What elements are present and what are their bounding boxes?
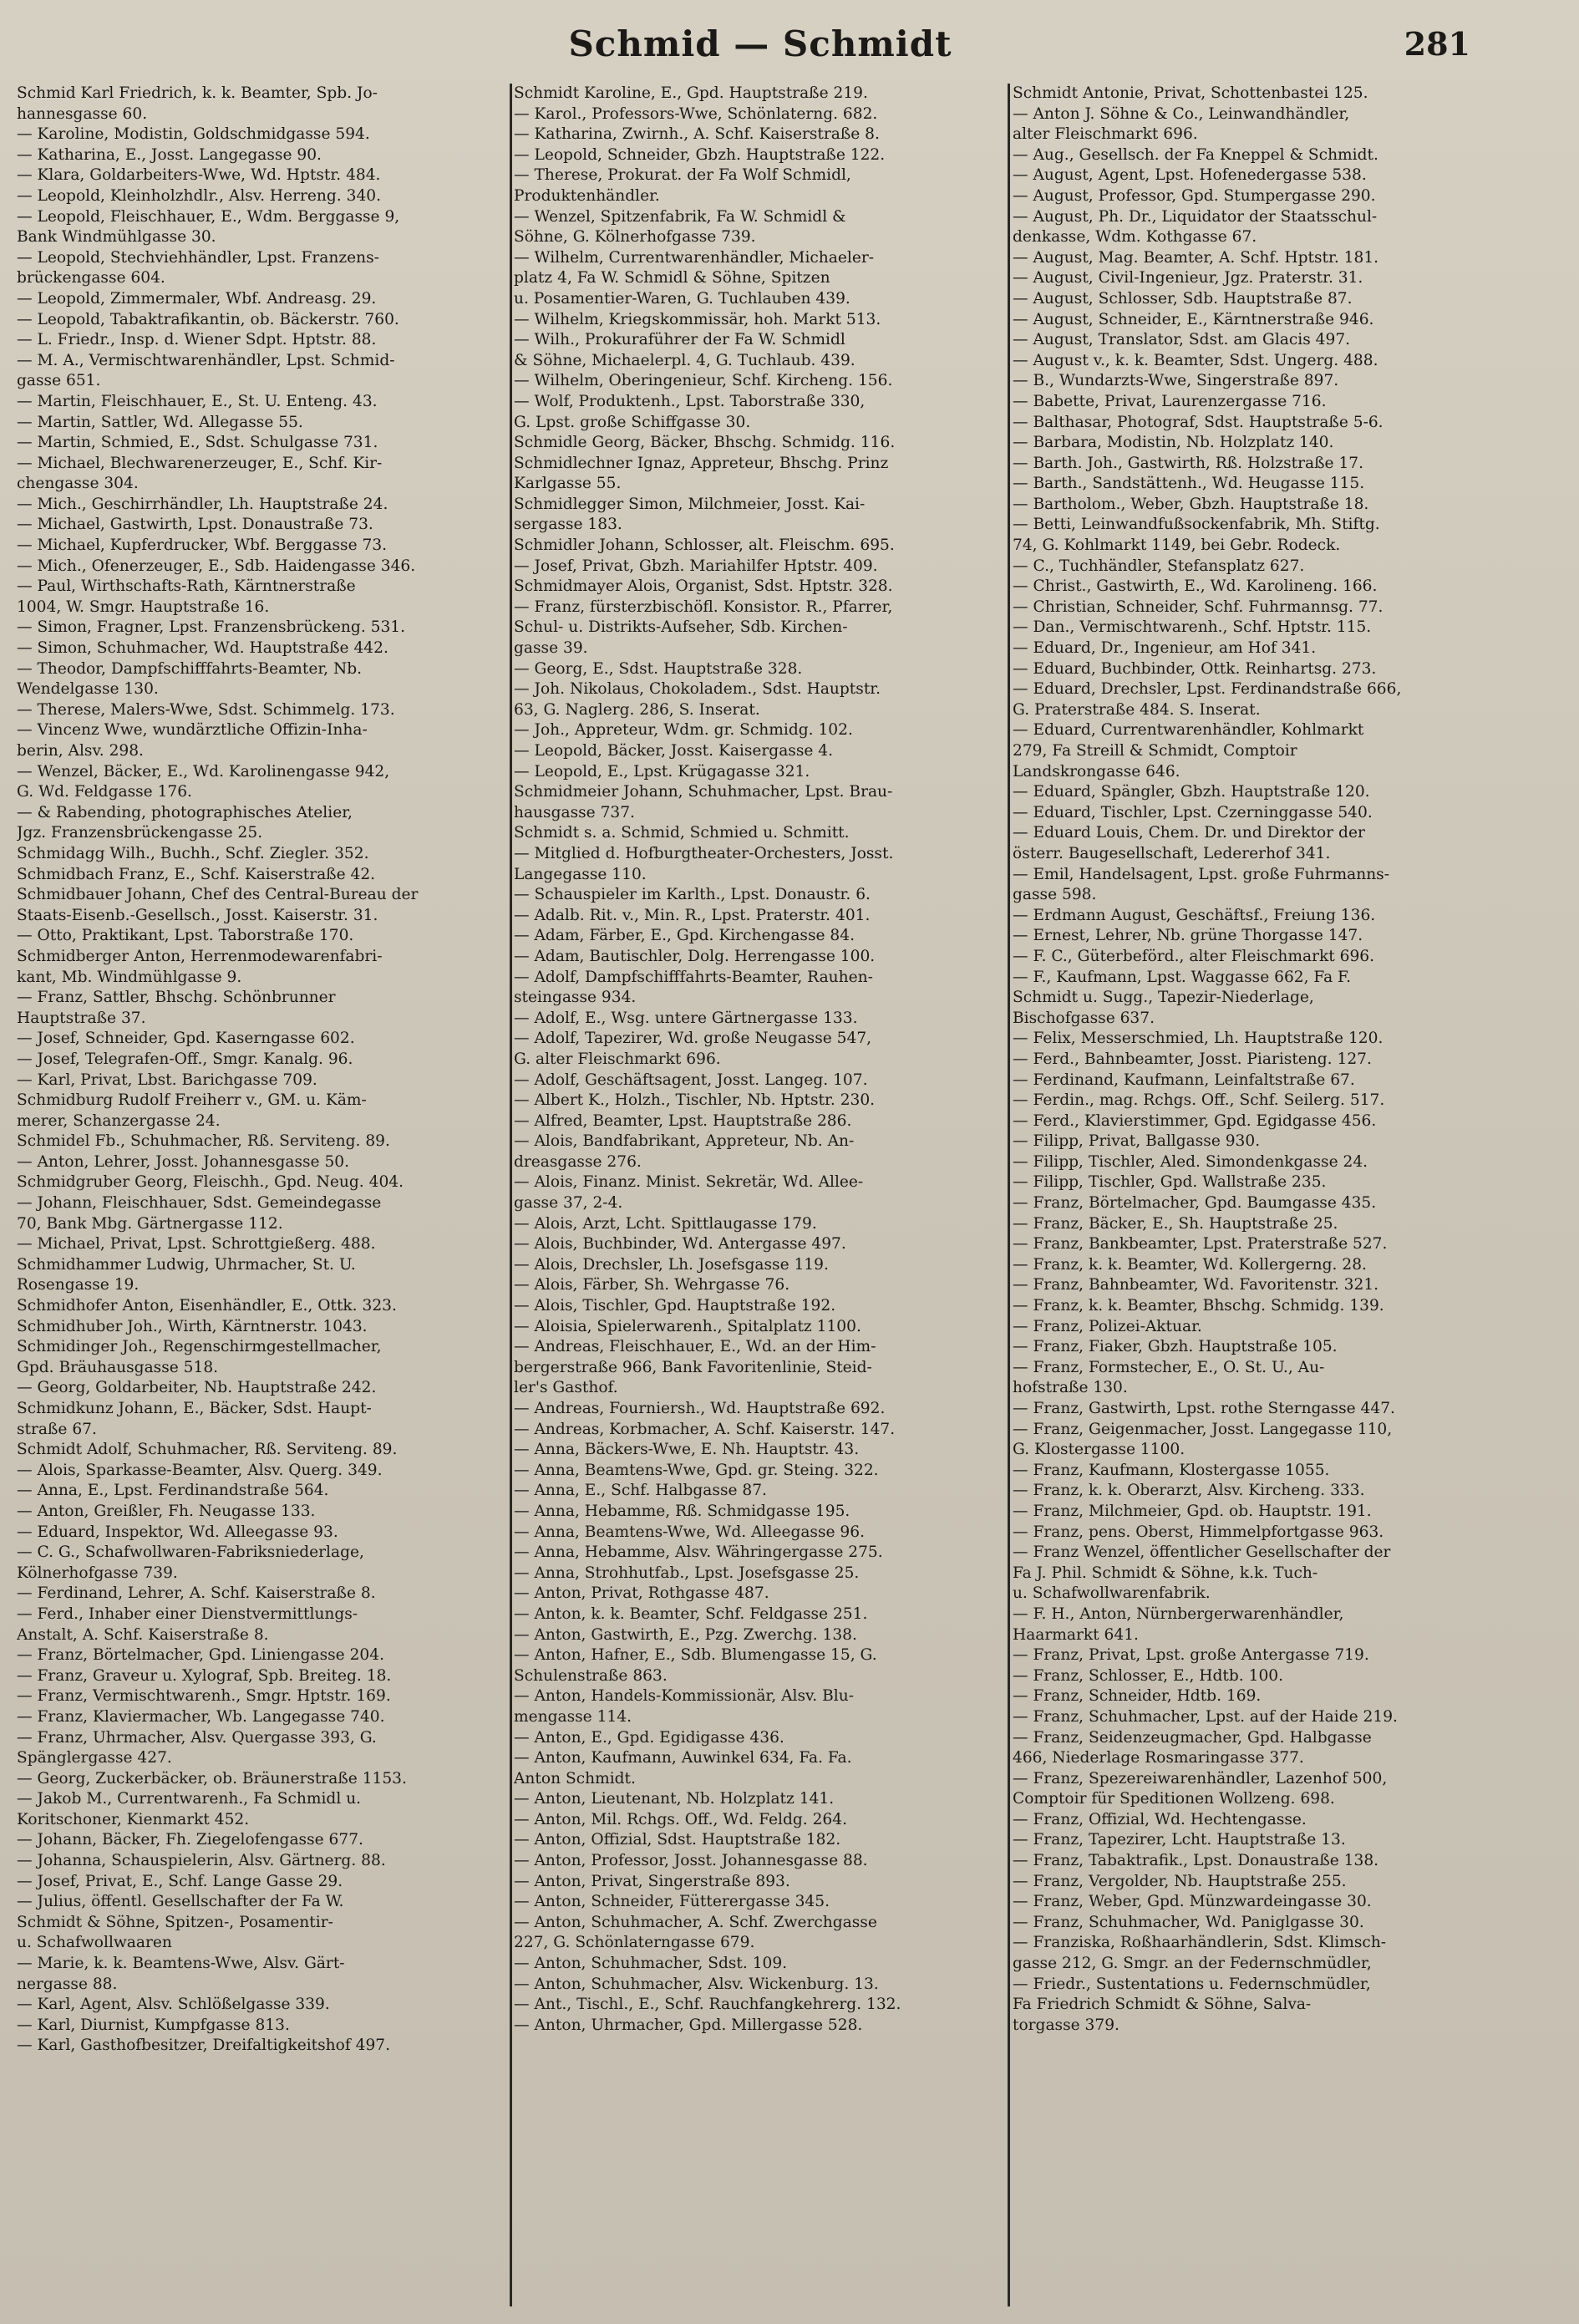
directory-entry-line: — Josef, Telegrafen-Off., Smgr. Kanalg. 96. <box>17 1050 353 1068</box>
directory-entry-line: Schmidler Johann, Schlosser, alt. Fleischm. 695. <box>514 537 895 555</box>
directory-entry-line: — Wilhelm, Currentwarenhändler, Michaeler- <box>514 248 874 267</box>
directory-entry-line: 466, Niederlage Rosmaringasse 377. <box>1013 1749 1304 1767</box>
directory-entry-line: — Franz, Kaufmann, Klostergasse 1055. <box>1013 1461 1330 1479</box>
directory-entry-line: — Marie, k. k. Beamtens-Wwe, Alsv. Gärt- <box>17 1955 345 1973</box>
directory-entry-line: — Ernest, Lehrer, Nb. grüne Thorgasse 147. <box>1013 927 1363 945</box>
directory-entry-line: & Söhne, Michaelerpl. 4, G. Tuchlaub. 439. <box>514 351 856 369</box>
directory-entry-line: u. Posamentier-Waren, G. Tuchlauben 439. <box>514 289 850 308</box>
directory-entry-line: Rosengasse 19. <box>17 1276 140 1294</box>
directory-entry-line: — Filipp, Privat, Ballgasse 930. <box>1013 1132 1261 1151</box>
directory-entry-line: — Leopold, Kleinholzhdlr., Alsv. Herreng. 340. <box>17 186 382 205</box>
directory-entry-line: alter Fleischmarkt 696. <box>1013 125 1198 144</box>
directory-entry-line: — Anton, Schuhmacher, Sdst. 109. <box>514 1955 788 1973</box>
page-number: 281 <box>1404 25 1470 63</box>
directory-entry-line: — Anton, Gastwirth, E., Pzg. Zwerchg. 138. <box>514 1625 857 1644</box>
directory-entry-line: — Anton, Schuhmacher, Alsv. Wickenburg. 13. <box>514 1975 879 1993</box>
directory-entry-line: — Anton, k. k. Beamter, Schf. Feldgasse 251. <box>514 1604 868 1623</box>
directory-entry-line: — C., Tuchhändler, Stefansplatz 627. <box>1013 557 1305 575</box>
directory-entry-line: chengasse 304. <box>17 475 139 493</box>
column-divider <box>1008 84 1010 2306</box>
directory-entry-line: — Barth. Joh., Gastwirth, Rß. Holzstraße 17. <box>1013 454 1364 472</box>
directory-entry-line: — Wenzel, Spitzenfabrik, Fa W. Schmidl & <box>514 207 846 226</box>
directory-entry-line: — Therese, Prokurat. der Fa Wolf Schmidl, <box>514 166 851 185</box>
directory-entry-line: — Wilh., Prokuraführer der Fa W. Schmidl <box>514 331 845 349</box>
directory-entry-line: Schmidhammer Ludwig, Uhrmacher, St. U. <box>17 1255 356 1274</box>
directory-entry-line: — Eduard, Tischler, Lpst. Czerninggasse 540. <box>1013 803 1373 821</box>
directory-entry-line: — Andreas, Fleischhauer, E., Wd. an der Him- <box>514 1338 876 1356</box>
directory-entry-line: Jgz. Franzensbrückengasse 25. <box>17 824 263 842</box>
directory-entry-line: — Therese, Malers-Wwe, Sdst. Schimmelg. 173. <box>17 700 395 719</box>
directory-entry-line: Schmidagg Wilh., Buchh., Schf. Ziegler. 352. <box>17 844 369 862</box>
directory-entry-line: — B., Wundarzts-Wwe, Singerstraße 897. <box>1013 372 1339 390</box>
directory-entry-line: — F., Kaufmann, Lpst. Waggasse 662, Fa F. <box>1013 968 1351 986</box>
directory-entry-line: — Adolf, Tapezirer, Wd. große Neugasse 547, <box>514 1030 872 1048</box>
directory-entry-line: — Alois, Tischler, Gpd. Hauptstraße 192. <box>514 1297 836 1315</box>
directory-entry-line: — Babette, Privat, Laurenzergasse 716. <box>1013 392 1327 410</box>
directory-entry-line: — L. Friedr., Insp. d. Wiener Sdpt. Hptstr. 88. <box>17 331 377 349</box>
directory-entry-line: — Anton, Schneider, Fütterergasse 345. <box>514 1893 830 1911</box>
directory-entry-line: — Franz, Polizei-Aktuar. <box>1013 1317 1202 1335</box>
directory-entry-line: — Felix, Messerschmied, Lh. Hauptstraße 120. <box>1013 1030 1384 1048</box>
directory-entry-line: — Anna, Hebamme, Rß. Schmidgasse 195. <box>514 1502 850 1520</box>
directory-entry-line: — Karl, Privat, Lbst. Barichgasse 709. <box>17 1070 317 1089</box>
directory-entry-line: — Betti, Leinwandfußsockenfabrik, Mh. Stiftg. <box>1013 516 1380 534</box>
directory-entry-line: Schmidt Adolf, Schuhmacher, Rß. Serviteng. 89. <box>17 1441 398 1459</box>
directory-entry-line: — Eduard, Currentwarenhändler, Kohlmarkt <box>1013 721 1364 740</box>
directory-entry-line: — C. G., Schafwollwaren-Fabriksniederlage, <box>17 1543 364 1562</box>
directory-entry-line: — Simon, Fragner, Lpst. Franzensbrückeng. 531. <box>17 618 406 637</box>
directory-entry-line: — Franziska, Roßhaarhändlerin, Sdst. Klimsch- <box>1013 1934 1387 1952</box>
directory-entry-line: — August, Professor, Gpd. Stumpergasse 290. <box>1013 186 1376 205</box>
directory-entry-line: — Karl, Agent, Alsv. Schlößelgasse 339. <box>17 1996 330 2014</box>
directory-entry-line: — Eduard, Spängler, Gbzh. Hauptstraße 120. <box>1013 783 1370 801</box>
directory-entry-line: — Michael, Privat, Lpst. Schrottgießerg. 488. <box>17 1235 376 1254</box>
directory-entry-line: Schmidlechner Ignaz, Appreteur, Bhschg. Prinz <box>514 454 889 472</box>
directory-entry-line: mengasse 114. <box>514 1707 632 1726</box>
directory-entry-line: — Alois, Bandfabrikant, Appreteur, Nb. An- <box>514 1132 855 1151</box>
directory-entry-line: — Alois, Sparkasse-Beamter, Alsv. Querg. 349. <box>17 1461 383 1479</box>
directory-entry-line: — Otto, Praktikant, Lpst. Taborstraße 170. <box>17 927 354 945</box>
directory-entry-line: — Adolf, E., Wsg. untere Gärtnergasse 133. <box>514 1009 858 1027</box>
directory-entry-line: — Adam, Bautischler, Dolg. Herrengasse 100. <box>514 947 876 965</box>
directory-entry-line: u. Schafwollwaaren <box>17 1934 172 1952</box>
directory-entry-line: — August v., k. k. Beamter, Sdst. Ungerg. 488. <box>1013 351 1378 369</box>
directory-entry-line: — Dan., Vermischtwarenh., Schf. Hptstr. 115. <box>1013 618 1372 637</box>
directory-entry-line: — Anton, Offizial, Sdst. Hauptstraße 182. <box>514 1831 841 1849</box>
directory-entry-line: gasse 37, 2-4. <box>514 1194 623 1213</box>
directory-column-1 <box>17 84 510 2306</box>
directory-entry-line: gasse 39. <box>514 639 588 658</box>
directory-entry-line: — Theodor, Dampfschifffahrts-Beamter, Nb. <box>17 659 363 678</box>
directory-entry-line: — Leopold, Schneider, Gbzh. Hauptstraße 122. <box>514 145 886 164</box>
directory-entry-line: Schmidt Karoline, E., Gpd. Hauptstraße 219. <box>514 84 868 102</box>
directory-entry-line: — Katharina, E., Josst. Langegasse 90. <box>17 145 322 164</box>
directory-entry-line: — August, Mag. Beamter, A. Schf. Hptstr. 181. <box>1013 248 1379 267</box>
directory-entry-line: Fa Friedrich Schmidt & Söhne, Salva- <box>1013 1996 1312 2014</box>
directory-entry-line: — Karl, Gasthofbesitzer, Dreifaltigkeitshof 497. <box>17 2037 391 2055</box>
directory-entry-line: — Martin, Fleischhauer, E., St. U. Enteng. 43. <box>17 392 378 410</box>
directory-entry-line: — Anton, Privat, Rothgasse 487. <box>514 1584 769 1603</box>
directory-entry-line: Anstalt, A. Schf. Kaiserstraße 8. <box>17 1625 269 1644</box>
directory-entry-line: — Albert K., Holzh., Tischler, Nb. Hptstr. 230. <box>514 1091 876 1110</box>
directory-entry-line: u. Schafwollwarenfabrik. <box>1013 1584 1211 1603</box>
directory-entry-line: torgasse 379. <box>1013 2016 1120 2034</box>
directory-entry-line: — Alois, Drechsler, Lh. Josefsgasse 119. <box>514 1255 829 1274</box>
page-header <box>0 23 1579 74</box>
directory-entry-line: — Julius, öffentl. Gesellschafter der Fa W. <box>17 1893 344 1911</box>
directory-entry-line: — Franz, Klaviermacher, Wb. Langegasse 740. <box>17 1707 385 1726</box>
directory-entry-line: Schmidhofer Anton, Eisenhändler, E., Ottk. 323. <box>17 1297 397 1315</box>
directory-entry-line: — Michael, Gastwirth, Lpst. Donaustraße 73. <box>17 516 373 534</box>
directory-entry-line: — Anton, Schuhmacher, A. Schf. Zwerchgasse <box>514 1913 877 1931</box>
directory-entry-line: — Franz, Vermischtwarenh., Smgr. Hptstr. 169. <box>17 1687 391 1706</box>
directory-entry-line: — Aug., Gesellsch. der Fa Kneppel & Schmidt. <box>1013 145 1378 164</box>
directory-entry-line: — Leopold, Tabaktrafikantin, ob. Bäckerstr. 760. <box>17 310 399 328</box>
directory-entry-line: — Georg, Zuckerbäcker, ob. Bräunerstraße 1153. <box>17 1769 407 1787</box>
directory-entry-line: — Anna, Beamtens-Wwe, Gpd. gr. Steing. 322. <box>514 1461 879 1479</box>
directory-entry-line: — Anna, E., Lpst. Ferdinandstraße 564. <box>17 1482 329 1500</box>
directory-entry-line: — Franz, Gastwirth, Lpst. rothe Sterngasse 447. <box>1013 1400 1395 1417</box>
directory-entry-line: — Adam, Färber, E., Gpd. Kirchengasse 84. <box>514 927 855 945</box>
directory-entry-line: — Anton, E., Gpd. Egidigasse 436. <box>514 1728 784 1747</box>
directory-entry-line: bergerstraße 966, Bank Favoritenlinie, Steid- <box>514 1358 872 1376</box>
directory-entry-line: Schulenstraße 863. <box>514 1666 668 1685</box>
column-divider <box>510 84 512 2306</box>
directory-entry-line: — Andreas, Korbmacher, A. Schf. Kaiserstr. 147. <box>514 1420 896 1438</box>
directory-entry-line: — Mich., Geschirrhändler, Lh. Hauptstraße 24. <box>17 495 388 513</box>
directory-entry-line: — Eduard, Inspektor, Wd. Alleegasse 93. <box>17 1523 338 1541</box>
directory-entry-line: Schmidhuber Joh., Wirth, Kärntnerstr. 1043. <box>17 1317 368 1335</box>
directory-entry-line: Fa J. Phil. Schmidt & Söhne, k.k. Tuch- <box>1013 1564 1318 1582</box>
directory-entry-line: — Wilhelm, Oberingenieur, Schf. Kircheng. 156. <box>514 372 893 390</box>
directory-entry-line: — Schauspieler im Karlth., Lpst. Donaustr. 6. <box>514 886 871 904</box>
directory-entry-line: — Franz, Börtelmacher, Gpd. Baumgasse 435. <box>1013 1194 1377 1213</box>
directory-entry-line: — Adolf, Dampfschifffahrts-Beamter, Rauhen- <box>514 968 873 986</box>
directory-entry-line: — Bartholom., Weber, Gbzh. Hauptstraße 18. <box>1013 495 1369 513</box>
directory-entry-line: brückengasse 604. <box>17 269 165 287</box>
directory-entry-line: — Franz, Vergolder, Nb. Hauptstraße 255. <box>1013 1872 1347 1890</box>
directory-entry-line: — Anton, Hafner, E., Sdb. Blumengasse 15, G. <box>514 1646 877 1665</box>
directory-entry-line: — Filipp, Tischler, Gpd. Wallstraße 235. <box>1013 1173 1327 1192</box>
directory-entry-line: — Karol., Professors-Wwe, Schönlaterng. 682. <box>514 104 878 123</box>
directory-entry-line: 1004, W. Smgr. Hauptstraße 16. <box>17 598 270 616</box>
directory-entry-line: Bischofgasse 637. <box>1013 1009 1155 1027</box>
directory-entry-line: — Christian, Schneider, Schf. Fuhrmannsg. 77. <box>1013 598 1384 616</box>
directory-entry-line: Schmidlegger Simon, Milchmeier, Josst. Kai- <box>514 495 866 513</box>
directory-entry-line: — Anna, Hebamme, Alsv. Währingergasse 275. <box>514 1543 883 1562</box>
directory-entry-line: Karlgasse 55. <box>514 475 622 493</box>
directory-entry-line: Anton Schmidt. <box>514 1769 636 1787</box>
directory-entry-line: — August, Translator, Sdst. am Glacis 497. <box>1013 331 1351 349</box>
directory-entry-line: — Anna, E., Schf. Halbgasse 87. <box>514 1482 767 1500</box>
running-title: Schmid — Schmidt <box>568 23 952 64</box>
directory-entry-line: — Erdmann August, Geschäftsf., Freiung 136. <box>1013 906 1376 924</box>
directory-entry-line: — Karoline, Modistin, Goldschmidgasse 594. <box>17 125 370 144</box>
directory-entry-line: — Karl, Diurnist, Kumpfgasse 813. <box>17 2016 290 2034</box>
directory-entry-line: — Franz, Bahnbeamter, Wd. Favoritenstr. 321. <box>1013 1276 1379 1294</box>
directory-entry-line: — August, Schneider, E., Kärntnerstraße 946. <box>1013 310 1374 328</box>
directory-entry-line: — Franz, Schneider, Hdtb. 169. <box>1013 1687 1262 1706</box>
directory-entry-line: hausgasse 737. <box>514 803 635 821</box>
directory-entry-line: Kölnerhofgasse 739. <box>17 1564 178 1582</box>
directory-entry-line: merer, Schanzergasse 24. <box>17 1111 221 1130</box>
directory-entry-line: — Joh., Appreteur, Wdm. gr. Schmidg. 102. <box>514 721 853 740</box>
directory-entry-line: Schmidt u. Sugg., Tapezir-Niederlage, <box>1013 989 1314 1007</box>
directory-entry-line: — Franz, Offizial, Wd. Hechtengasse. <box>1013 1810 1307 1828</box>
directory-entry-line: — Anton, Lehrer, Josst. Johannesgasse 50. <box>17 1152 350 1171</box>
directory-entry-line: Schmidel Fb., Schuhmacher, Rß. Serviteng. 89. <box>17 1132 390 1151</box>
directory-entry-line: — Johann, Fleischhauer, Sdst. Gemeindegasse <box>17 1194 382 1213</box>
directory-entry-line: — August, Schlosser, Sdb. Hauptstraße 87. <box>1013 289 1353 308</box>
directory-entry-line: — Franz, k. k. Beamter, Bhschg. Schmidg. 139. <box>1013 1297 1384 1315</box>
directory-entry-line: Schmidmeier Johann, Schuhmacher, Lpst. Brau- <box>514 783 893 801</box>
directory-entry-line: gasse 212, G. Smgr. an der Federnschmüdler, <box>1013 1955 1372 1973</box>
directory-entry-line: hannesgasse 60. <box>17 104 148 123</box>
directory-entry-line: — Barth., Sandstättenh., Wd. Heugasse 115. <box>1013 475 1365 493</box>
directory-entry-line: — Eduard, Drechsler, Lpst. Ferdinandstraße 666, <box>1013 680 1402 699</box>
directory-entry-line: — Ferd., Klavierstimmer, Gpd. Egidgasse 456. <box>1013 1111 1377 1130</box>
directory-entry-line: Schmidgruber Georg, Fleischh., Gpd. Neug. 404. <box>17 1173 404 1192</box>
directory-entry-line: Schmidkunz Johann, E., Bäcker, Sdst. Haupt- <box>17 1400 372 1417</box>
directory-entry-line: G. Lpst. große Schiffgasse 30. <box>514 413 751 431</box>
directory-entry-line: Spänglergasse 427. <box>17 1749 172 1767</box>
directory-entry-line: kant, Mb. Windmühlgasse 9. <box>17 968 242 986</box>
directory-entry-line: Comptoir für Speditionen Wollzeng. 698. <box>1013 1790 1335 1808</box>
directory-entry-line: platz 4, Fa W. Schmidl & Söhne, Spitzen <box>514 269 830 287</box>
directory-entry-line: — Anna, Strohhutfab., Lpst. Josefsgasse 25. <box>514 1564 860 1582</box>
directory-entry-line: — Christ., Gastwirth, E., Wd. Karolineng. 166. <box>1013 577 1378 596</box>
directory-entry-line: — Franz, k. k. Beamter, Wd. Kollergerng. 28. <box>1013 1255 1367 1274</box>
directory-entry-line: 63, G. Naglerg. 286, S. Inserat. <box>514 700 760 719</box>
directory-entry-line: dreasgasse 276. <box>514 1152 642 1171</box>
directory-entry-line: — F. C., Güterbeförd., alter Fleischmarkt 696. <box>1013 947 1375 965</box>
directory-entry-line: — F. H., Anton, Nürnbergerwarenhändler, <box>1013 1604 1344 1623</box>
directory-entry-line: — Georg, E., Sdst. Hauptstraße 328. <box>514 659 803 678</box>
directory-entry-line: — Anton, Professor, Josst. Johannesgasse 88. <box>514 1852 868 1870</box>
directory-entry-line: 70, Bank Mbg. Gärtnergasse 112. <box>17 1214 283 1233</box>
directory-entry-line: — Wilhelm, Kriegskommissär, hoh. Markt 513. <box>514 310 881 328</box>
directory-entry-line: — Ferd., Inhaber einer Dienstvermittlungs- <box>17 1604 358 1623</box>
directory-entry-line: G. Praterstraße 484. S. Inserat. <box>1013 700 1261 719</box>
directory-entry-line: Schmidinger Joh., Regenschirmgestellmacher, <box>17 1338 382 1356</box>
directory-entry-line: — Jakob M., Currentwarenh., Fa Schmidl u. <box>17 1790 362 1808</box>
directory-entry-line: — Anton, Handels-Kommissionär, Alsv. Blu- <box>514 1687 854 1706</box>
directory-entry-line: — Barbara, Modistin, Nb. Holzplatz 140. <box>1013 434 1334 452</box>
directory-entry-line: österr. Baugesellschaft, Ledererhof 341. <box>1013 844 1331 862</box>
directory-entry-line: — Franz, Privat, Lpst. große Antergasse 719. <box>1013 1646 1369 1665</box>
directory-entry-line: — Adolf, Geschäftsagent, Josst. Langeg. 107. <box>514 1070 868 1089</box>
directory-entry-line: Landskrongasse 646. <box>1013 762 1180 781</box>
directory-entry-line: 74, G. Kohlmarkt 1149, bei Gebr. Rodeck. <box>1013 537 1341 555</box>
directory-entry-line: — Anna, Beamtens-Wwe, Wd. Alleegasse 96. <box>514 1523 866 1541</box>
directory-entry-line: Schmidberger Anton, Herrenmodewarenfabri- <box>17 947 383 965</box>
directory-entry-line: — Ferdin., mag. Rchgs. Off., Schf. Seilerg. 517. <box>1013 1091 1385 1110</box>
directory-entry-line: — August, Ph. Dr., Liquidator der Staatsschul- <box>1013 207 1378 226</box>
directory-entry-line: straße 67. <box>17 1420 97 1438</box>
directory-entry-line: — Anton J. Söhne & Co., Leinwandhändler, <box>1013 104 1350 123</box>
directory-entry-line: — Franz, fürsterzbischöfl. Konsistor. R., Pfarrer, <box>514 598 893 616</box>
directory-entry-line: — Martin, Sattler, Wd. Allegasse 55. <box>17 413 303 431</box>
directory-entry-line: — Franz, Börtelmacher, Gpd. Liniengasse 204. <box>17 1646 384 1665</box>
directory-entry-line: Schmidbauer Johann, Chef des Central-Bureau der <box>17 886 419 904</box>
directory-entry-line: Koritschoner, Kienmarkt 452. <box>17 1810 250 1828</box>
directory-entry-line: Haarmarkt 641. <box>1013 1625 1139 1644</box>
directory-entry-line: — Joh. Nikolaus, Chokoladem., Sdst. Hauptstr. <box>514 680 881 699</box>
directory-entry-line: hofstraße 130. <box>1013 1379 1128 1397</box>
directory-entry-line: sergasse 183. <box>514 516 622 534</box>
directory-entry-line: — Anton, Mil. Rchgs. Off., Wd. Feldg. 264. <box>514 1810 847 1828</box>
directory-entry-line: — Franz, Graveur u. Xylograf, Spb. Breiteg. 18. <box>17 1666 392 1685</box>
directory-entry-line: — Alois, Buchbinder, Wd. Antergasse 497. <box>514 1235 846 1254</box>
directory-entry-line: — Ant., Tischl., E., Schf. Rauchfangkehrerg. 132. <box>514 1996 901 2014</box>
directory-entry-line: G. Klostergasse 1100. <box>1013 1441 1186 1459</box>
directory-entry-line: — Anton, Privat, Singerstraße 893. <box>514 1872 790 1890</box>
directory-entry-line: — Ferd., Bahnbeamter, Josst. Piaristeng. 127. <box>1013 1050 1372 1068</box>
directory-entry-line: — Franz Wenzel, öffentlicher Gesellschafter der <box>1013 1543 1391 1562</box>
directory-entry-line: ler's Gasthof. <box>514 1379 618 1397</box>
directory-entry-line: — Josef, Privat, E., Schf. Lange Gasse 29. <box>17 1872 343 1890</box>
directory-entry-line: — Franz, Tapezirer, Lcht. Hauptstraße 13. <box>1013 1831 1346 1849</box>
directory-entry-line: gasse 651. <box>17 372 101 390</box>
directory-entry-line: — Josef, Schneider, Gpd. Kaserngasse 602. <box>17 1030 355 1048</box>
directory-entry-line: — Franz, Weber, Gpd. Münzwardeingasse 30. <box>1013 1893 1372 1911</box>
directory-entry-line: — Vincenz Wwe, wundärztliche Offizin-Inha- <box>17 721 368 740</box>
directory-entry-line: — Leopold, E., Lpst. Krügagasse 321. <box>514 762 810 781</box>
directory-entry-line: berin, Alsv. 298. <box>17 742 144 760</box>
directory-entry-line: — Ferdinand, Lehrer, A. Schf. Kaiserstraße 8. <box>17 1584 376 1603</box>
directory-entry-line: — Franz, Tabaktrafik., Lpst. Donaustraße 138. <box>1013 1852 1379 1870</box>
directory-entry-line: — Paul, Wirthschafts-Rath, Kärntnerstraße <box>17 577 356 596</box>
directory-entry-line: — Georg, Goldarbeiter, Nb. Hauptstraße 242. <box>17 1379 377 1397</box>
directory-entry-line: — Wolf, Produktenh., Lpst. Taborstraße 330, <box>514 392 866 410</box>
directory-entry-line: — Franz, Spezereiwarenhändler, Lazenhof 500, <box>1013 1769 1388 1787</box>
directory-entry-line: — Franz, pens. Oberst, Himmelpfortgasse 963. <box>1013 1523 1384 1541</box>
directory-entry-line: denkasse, Wdm. Kothgasse 67. <box>1013 228 1257 247</box>
directory-entry-line: — Andreas, Fourniersh., Wd. Hauptstraße 692. <box>514 1400 886 1417</box>
directory-entry-line: — Mich., Ofenerzeuger, E., Sdb. Haidengasse 346. <box>17 557 416 575</box>
directory-entry-line: Schul- u. Distrikts-Aufseher, Sdb. Kirchen- <box>514 618 848 637</box>
directory-entry-line: gasse 598. <box>1013 886 1097 904</box>
directory-entry-line: — Anna, Bäckers-Wwe, E. Nh. Hauptstr. 43. <box>514 1441 860 1459</box>
directory-entry-line: — Franz, Schuhmacher, Lpst. auf der Haide 219. <box>1013 1707 1398 1726</box>
directory-entry-line: Schmidburg Rudolf Freiherr v., GM. u. Käm- <box>17 1091 367 1110</box>
directory-entry-line: — Balthasar, Photograf, Sdst. Hauptstraße 5-6. <box>1013 413 1384 431</box>
directory-entry-line: steingasse 934. <box>514 989 637 1007</box>
directory-entry-line: — Johann, Bäcker, Fh. Ziegelofengasse 677. <box>17 1831 363 1849</box>
directory-entry-line: — Michael, Kupferdrucker, Wbf. Berggasse 73. <box>17 537 388 555</box>
directory-entry-line: — Alfred, Beamter, Lpst. Hauptstraße 286. <box>514 1111 852 1130</box>
directory-entry-line: Produktenhändler. <box>514 186 660 205</box>
directory-entry-line: — Josef, Privat, Gbzh. Mariahilfer Hptstr. 409. <box>514 557 878 575</box>
directory-entry-line: Hauptstraße 37. <box>17 1009 146 1027</box>
directory-entry-line: — Franz, Geigenmacher, Josst. Langegasse 110, <box>1013 1420 1393 1438</box>
directory-entry-line: — Leopold, Zimmermaler, Wbf. Andreasg. 29. <box>17 289 377 308</box>
directory-entry-line: — Katharina, Zwirnh., A. Schf. Kaiserstraße 8. <box>514 125 880 144</box>
directory-entry-line: Schmidt Antonie, Privat, Schottenbastei 125. <box>1013 84 1368 102</box>
directory-entry-line: — August, Civil-Ingenieur, Jgz. Praterstr. 31. <box>1013 269 1363 287</box>
directory-entry-line: — Anton, Lieutenant, Nb. Holzplatz 141. <box>514 1790 835 1808</box>
directory-entry-line: — & Rabending, photographisches Atelier, <box>17 803 353 821</box>
directory-entry-line: — Michael, Blechwarenerzeuger, E., Schf. Kir- <box>17 454 383 472</box>
directory-entry-line: — Adalb. Rit. v., Min. R., Lpst. Praterstr. 401. <box>514 906 871 924</box>
directory-column-3 <box>1013 84 1505 2306</box>
directory-entry-line: — Eduard, Dr., Ingenieur, am Hof 341. <box>1013 639 1317 658</box>
directory-entry-line: — Wenzel, Bäcker, E., Wd. Karolinengasse 942, <box>17 762 390 781</box>
directory-entry-line: — Franz, Milchmeier, Gpd. ob. Hauptstr. 191. <box>1013 1502 1372 1520</box>
directory-entry-line: G. Wd. Feldgasse 176. <box>17 783 192 801</box>
directory-entry-line: — Alois, Färber, Sh. Wehrgasse 76. <box>514 1276 790 1294</box>
directory-entry-line: — Franz, Formstecher, E., O. St. U., Au- <box>1013 1358 1325 1376</box>
directory-entry-line: — Eduard Louis, Chem. Dr. und Direktor der <box>1013 824 1365 842</box>
directory-entry-line: Staats-Eisenb.-Gesellsch., Josst. Kaiserstr. 31. <box>17 906 378 924</box>
directory-entry-line: Schmid Karl Friedrich, k. k. Beamter, Spb. Jo- <box>17 84 378 102</box>
directory-entry-line: 227, G. Schönlaterngasse 679. <box>514 1934 755 1952</box>
directory-entry-line: — Martin, Schmied, E., Sdst. Schulgasse 731. <box>17 434 378 452</box>
directory-entry-line: — Franz, Schuhmacher, Wd. Paniglgasse 30. <box>1013 1913 1364 1931</box>
directory-entry-line: — Franz, k. k. Oberarzt, Alsv. Kircheng. 333. <box>1013 1482 1365 1500</box>
directory-entry-line: — Simon, Schuhmacher, Wd. Hauptstraße 442. <box>17 639 388 658</box>
directory-entry-line: — Anton, Uhrmacher, Gpd. Millergasse 528. <box>514 2016 863 2034</box>
directory-entry-line: 279, Fa Streill & Schmidt, Comptoir <box>1013 742 1297 760</box>
directory-entry-line: — Alois, Arzt, Lcht. Spittlaugasse 179. <box>514 1214 817 1233</box>
directory-column-2 <box>514 84 1007 2306</box>
directory-entry-line: — M. A., Vermischtwarenhändler, Lpst. Schmid- <box>17 351 395 369</box>
directory-entry-line: — Franz, Bankbeamter, Lpst. Praterstraße 527. <box>1013 1235 1388 1254</box>
directory-entry-line: — Emil, Handelsagent, Lpst. große Fuhrmanns- <box>1013 865 1389 883</box>
directory-entry-line: Schmidt s. a. Schmid, Schmied u. Schmitt. <box>514 824 850 842</box>
directory-entry-line: — Leopold, Bäcker, Josst. Kaisergasse 4. <box>514 742 834 760</box>
directory-entry-line: — Leopold, Fleischhauer, E., Wdm. Berggasse 9, <box>17 207 400 226</box>
directory-entry-line: — Franz, Fiaker, Gbzh. Hauptstraße 105. <box>1013 1338 1338 1356</box>
directory-entry-line: — Filipp, Tischler, Aled. Simondenkgasse 24. <box>1013 1152 1368 1171</box>
directory-entry-line: Bank Windmühlgasse 30. <box>17 228 216 247</box>
directory-entry-line: — Anton, Kaufmann, Auwinkel 634, Fa. Fa. <box>514 1749 852 1767</box>
directory-entry-line: — Klara, Goldarbeiters-Wwe, Wd. Hptstr. 484. <box>17 166 381 185</box>
directory-entry-line: — August, Agent, Lpst. Hofenedergasse 538. <box>1013 166 1367 185</box>
directory-entry-line: Gpd. Bräuhausgasse 518. <box>17 1358 219 1376</box>
directory-entry-line: Wendelgasse 130. <box>17 680 159 699</box>
directory-entry-line: — Leopold, Stechviehhändler, Lpst. Franzens- <box>17 248 379 267</box>
directory-entry-line: Schmidt & Söhne, Spitzen-, Posamentir- <box>17 1913 333 1931</box>
directory-entry-line: — Franz, Seidenzeugmacher, Gpd. Halbgasse <box>1013 1728 1372 1747</box>
directory-entry-line: — Franz, Uhrmacher, Alsv. Quergasse 393, G. <box>17 1728 377 1747</box>
directory-entry-line: — Eduard, Buchbinder, Ottk. Reinhartsg. 273. <box>1013 659 1377 678</box>
directory-entry-line: — Franz, Sattler, Bhschg. Schönbrunner <box>17 989 336 1007</box>
directory-entry-line: Schmidbach Franz, E., Schf. Kaiserstraße 42. <box>17 865 376 883</box>
directory-entry-line: — Franz, Bäcker, E., Sh. Hauptstraße 25. <box>1013 1214 1338 1233</box>
directory-entry-line: Söhne, G. Kölnerhofgasse 739. <box>514 228 756 247</box>
directory-entry-line: Langegasse 110. <box>514 865 647 883</box>
directory-entry-line: — Alois, Finanz. Minist. Sekretär, Wd. Allee- <box>514 1173 864 1192</box>
directory-entry-line: Schmidle Georg, Bäcker, Bhschg. Schmidg. 116. <box>514 434 896 452</box>
directory-entry-line: G. alter Fleischmarkt 696. <box>514 1050 721 1068</box>
directory-entry-line: — Anton, Greißler, Fh. Neugasse 133. <box>17 1502 316 1520</box>
directory-entry-line: — Mitglied d. Hofburgtheater-Orchesters, Josst. <box>514 844 894 862</box>
directory-entry-line: nergasse 88. <box>17 1975 118 1993</box>
directory-entry-line: — Ferdinand, Kaufmann, Leinfaltstraße 67. <box>1013 1070 1355 1089</box>
directory-entry-line: Schmidmayer Alois, Organist, Sdst. Hptstr. 328. <box>514 577 893 596</box>
directory-entry-line: — Aloisia, Spielerwarenh., Spitalplatz 1100. <box>514 1317 861 1335</box>
directory-entry-line: — Franz, Schlosser, E., Hdtb. 100. <box>1013 1666 1284 1685</box>
directory-entry-line: — Friedr., Sustentations u. Federnschmüdler, <box>1013 1975 1371 1993</box>
directory-entry-line: — Johanna, Schauspielerin, Alsv. Gärtnerg. 88. <box>17 1852 386 1870</box>
